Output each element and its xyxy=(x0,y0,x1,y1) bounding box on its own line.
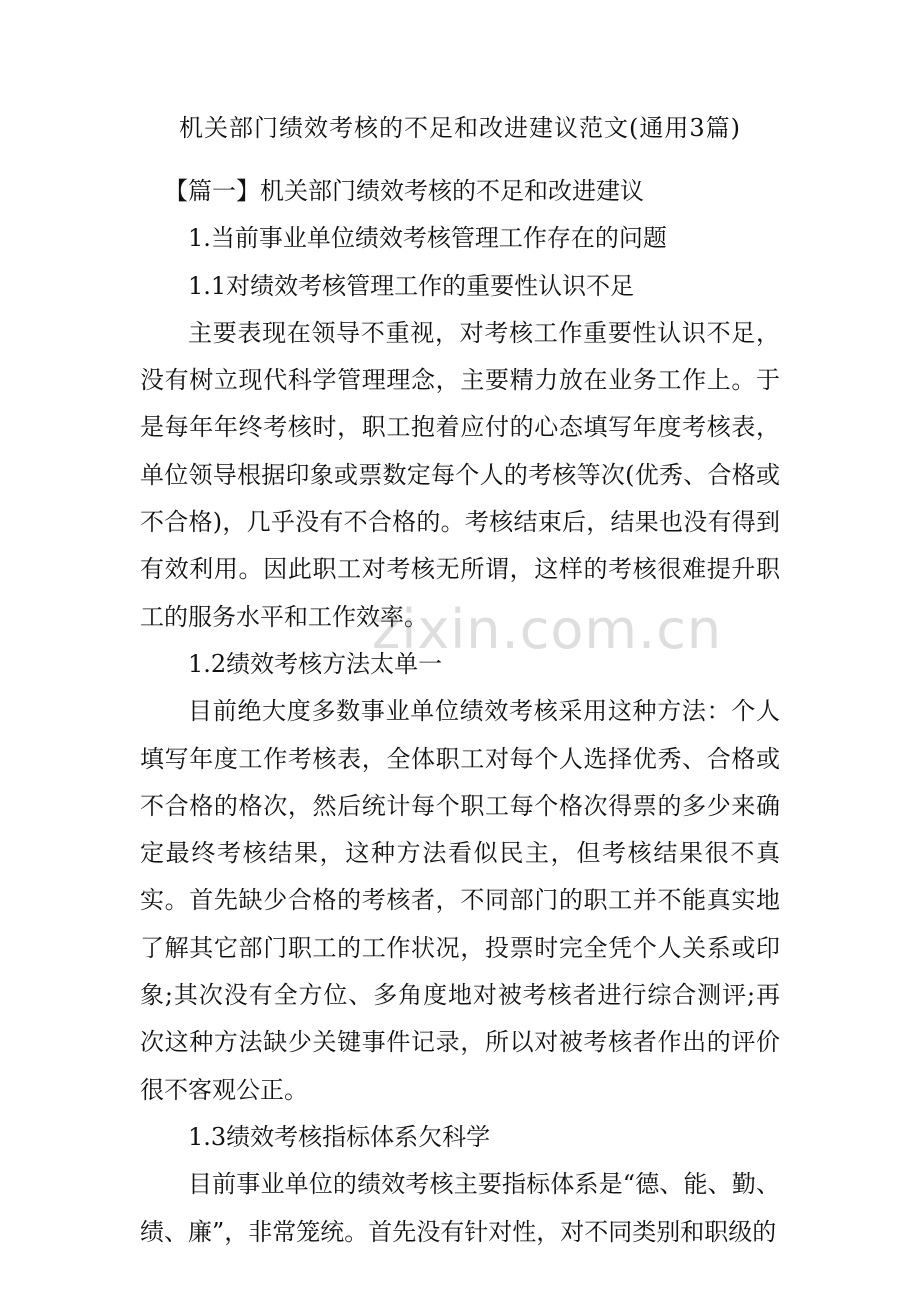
subsection-heading: 1.当前事业单位绩效考核管理工作存在的问题 xyxy=(188,224,667,253)
subsection-heading: 1.1对绩效考核管理工作的重要性认识不足 xyxy=(188,271,635,300)
subsection-heading: 1.2绩效考核方法太单一 xyxy=(188,649,443,678)
document-body xyxy=(140,168,780,1256)
subsection-heading: 1.3绩效考核指标体系欠科学 xyxy=(188,1122,491,1151)
document-title: 机关部门绩效考核的不足和改进建议范文(通用3篇) xyxy=(179,114,741,142)
watermark: zixin.com.cn xyxy=(372,598,723,661)
paragraph: 主要表现在领导不重视，对考核工作重要性认识不足，没有树立现代科学管理理念，主要精力放在业务工作上。于是每年年终考核时，职工抱着应付的心态填写年度考核表，单位领导根据印象或票数定每个人的考核等次(优秀、合格或不合格)，几乎没有不合格的。考核结束后，结果也没有得到有效利用。因此职工对考核无所谓，这样的考核很难提升职工的服务水平和工作效率。 xyxy=(140,318,780,631)
paragraph: 目前事业单位的绩效考核主要指标体系是“德、能、勤、绩、廉”，非常笼统。首先没有针对性，对不同类别和职级的 xyxy=(140,1170,780,1246)
paragraph: 目前绝大度多数事业单位绩效考核采用这种方法：个人填写年度工作考核表，全体职工对每个人选择优秀、合格或不合格的格次，然后统计每个职工每个格次得票的多少来确定最终考核结果，这种方法看似民主，但考核结果很不真实。首先缺少合格的考核者，不同部门的职工并不能真实地了解其它部门职工的工作状况，投票时完全凭个人关系或印象;其次没有全方位、多角度地对被考核者进行综合测评;再次这种方法缺少关键事件记录，所以对被考核者作出的评价很不客观公正。 xyxy=(140,697,780,1104)
section-heading: 【篇一】机关部门绩效考核的不足和改进建议 xyxy=(164,177,644,205)
